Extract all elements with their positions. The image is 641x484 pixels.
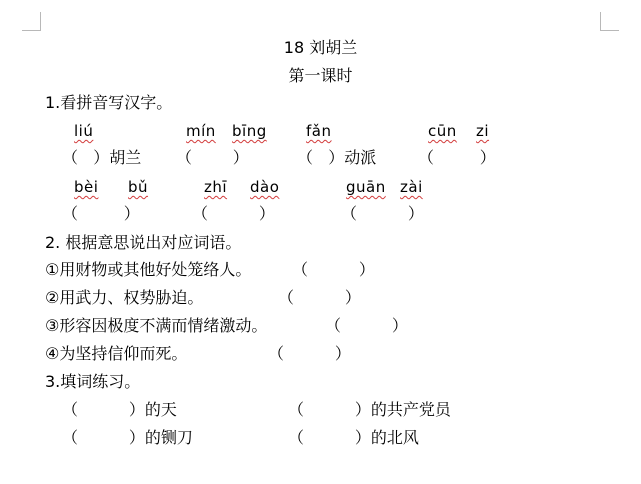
answer-blank-1[interactable]: （ ）胡兰 bbox=[62, 148, 142, 167]
pinyin-zhi: zhī bbox=[204, 178, 228, 196]
answer-blank-7[interactable]: （ ） bbox=[341, 204, 424, 223]
pinyin-dao: dào bbox=[250, 178, 280, 196]
pinyin-zai: zài bbox=[400, 178, 423, 196]
pinyin-min: mín bbox=[186, 122, 216, 140]
q2-item-1-text: ①用财物或其他好处笼络人。 bbox=[45, 260, 252, 279]
q2-item-4-text: ④为坚持信仰而死。 bbox=[45, 344, 188, 363]
pinyin-bei: bèi bbox=[74, 178, 99, 196]
answer-blank-4[interactable]: （ ） bbox=[418, 148, 496, 167]
answer-blank-6[interactable]: （ ） bbox=[192, 204, 275, 223]
pinyin-cun: cūn bbox=[428, 122, 457, 140]
q2-item-1-blank[interactable]: （ ） bbox=[292, 260, 375, 279]
lesson-title: 18 刘胡兰 bbox=[283, 38, 358, 57]
pinyin-fan: fǎn bbox=[306, 122, 332, 140]
pinyin-bu: bǔ bbox=[128, 178, 149, 196]
q2-item-3-text: ③形容因极度不满而情绪激动。 bbox=[45, 316, 268, 335]
q3-item-4[interactable]: （ ）的北风 bbox=[288, 428, 419, 447]
q2-item-2-text: ②用武力、权势胁迫。 bbox=[45, 288, 204, 307]
lesson-subtitle: 第一课时 bbox=[288, 66, 353, 85]
page-corner-mark-right bbox=[600, 12, 619, 31]
pinyin-liu: liú bbox=[74, 122, 94, 140]
q3-heading: 3.填词练习。 bbox=[45, 372, 141, 391]
q2-item-3-blank[interactable]: （ ） bbox=[325, 316, 408, 335]
answer-blank-3[interactable]: （ ）动派 bbox=[297, 148, 377, 167]
pinyin-guan: guān bbox=[346, 178, 386, 196]
answer-blank-5[interactable]: （ ） bbox=[62, 204, 140, 223]
pinyin-zi: zi bbox=[476, 122, 490, 140]
q1-heading: 1.看拼音写汉字。 bbox=[45, 93, 173, 112]
q3-item-2[interactable]: （ ）的共产党员 bbox=[288, 400, 451, 419]
q2-heading: 2. 根据意思说出对应词语。 bbox=[45, 233, 242, 252]
answer-blank-2[interactable]: （ ） bbox=[176, 148, 249, 167]
q3-item-1[interactable]: （ ）的天 bbox=[62, 400, 177, 419]
q2-item-4-blank[interactable]: （ ） bbox=[268, 344, 351, 363]
page-corner-mark-left bbox=[22, 12, 41, 31]
q2-item-2-blank[interactable]: （ ） bbox=[278, 288, 361, 307]
pinyin-bing: bīng bbox=[232, 122, 267, 140]
q3-item-3[interactable]: （ ）的铡刀 bbox=[62, 428, 193, 447]
